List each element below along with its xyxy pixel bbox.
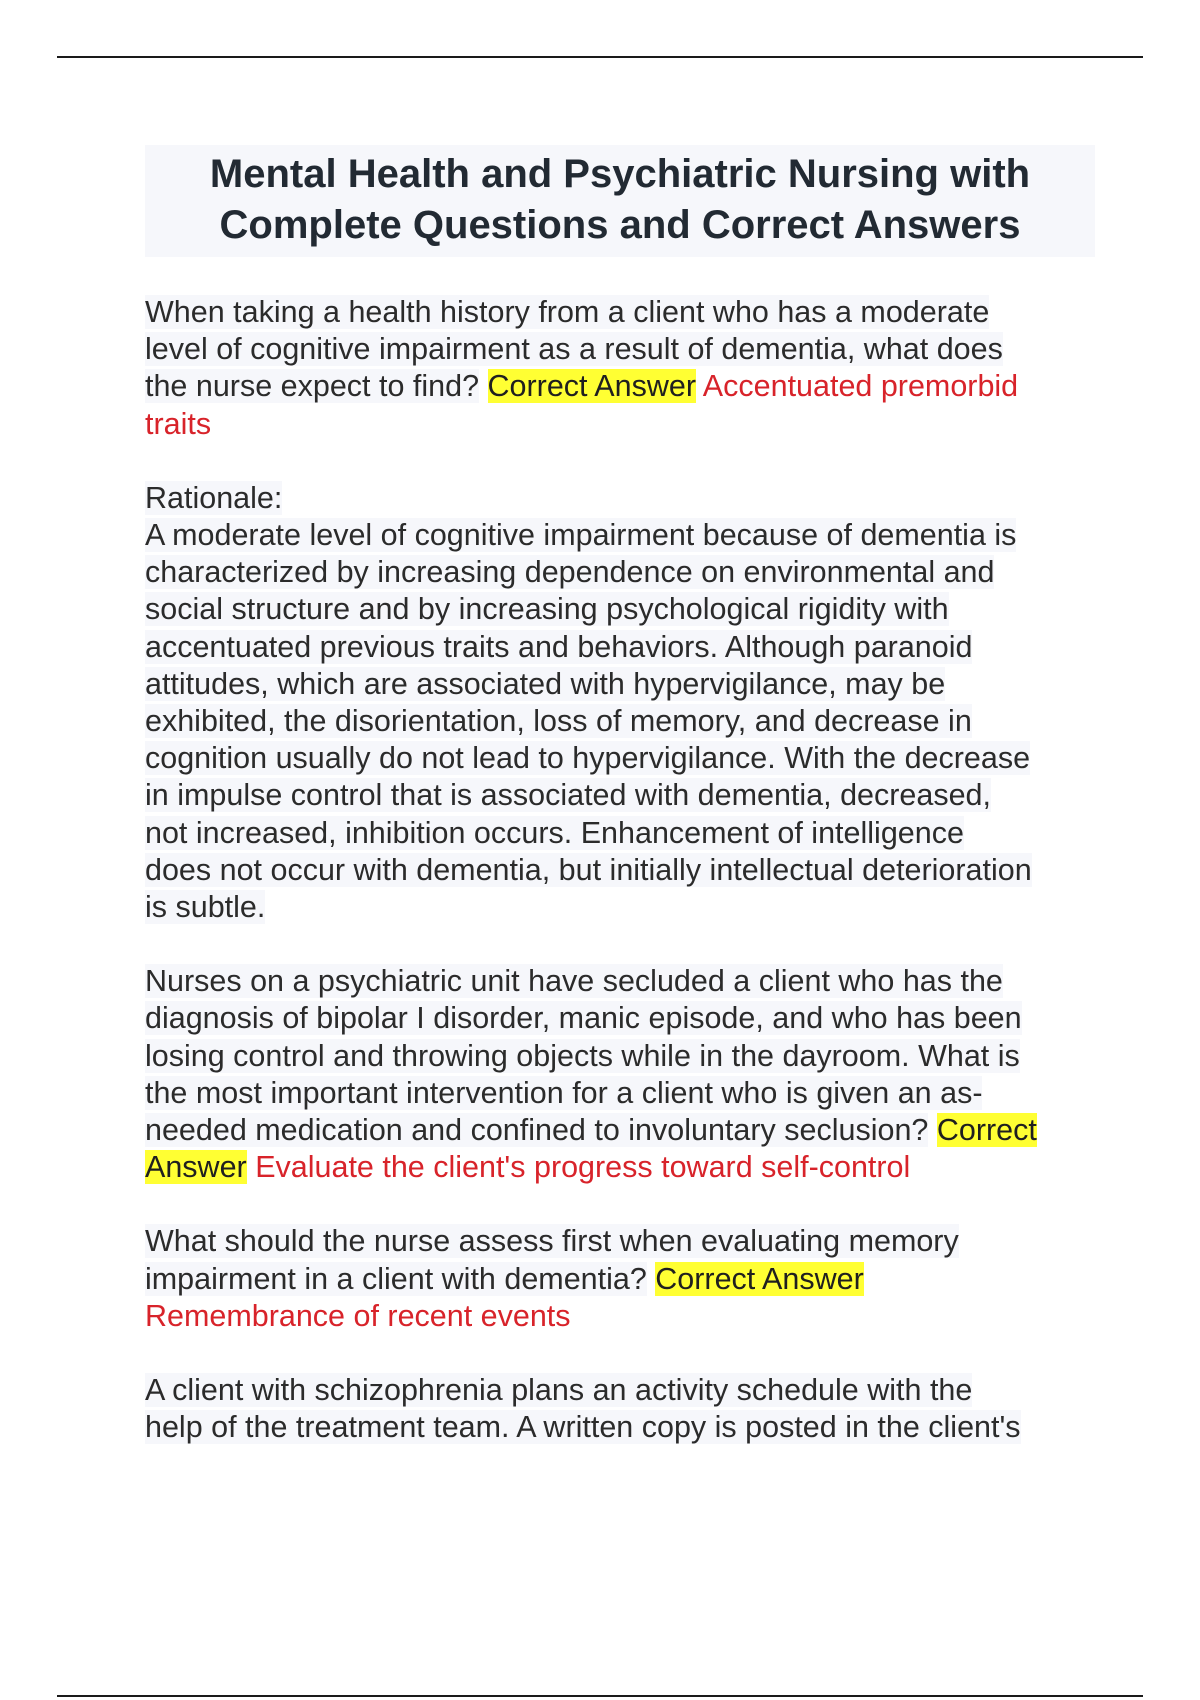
rationale-heading: Rationale: [145, 480, 283, 515]
rationale-line: is subtle. [145, 890, 266, 925]
q2-line-2: diagnosis of bipolar I disorder, manic episode, and who has been [145, 1001, 1022, 1036]
q2-line-1: Nurses on a psychiatric unit have secluded a client who has the [145, 964, 1003, 999]
q3-answer: Remembrance of recent events [145, 1298, 571, 1333]
rationale-line: social structure and by increasing psychological rigidity with [145, 592, 949, 627]
top-rule [57, 56, 1143, 58]
q2-correct-answer-label-part-1: Correct [936, 1113, 1037, 1148]
title-line-2: Complete Questions and Correct Answers [219, 203, 1021, 247]
q1-answer-part-2: traits [145, 406, 212, 441]
rationale-line: accentuated previous traits and behaviors. Although paranoid [145, 629, 973, 664]
rationale-line: A moderate level of cognitive impairment because of dementia is [145, 518, 1017, 553]
q1-line-3: the nurse expect to find? [145, 369, 480, 404]
question-4 [145, 1372, 1095, 1446]
q1-line-2: level of cognitive impairment as a result of dementia, what does [145, 332, 1003, 367]
q2-line-3: losing control and throwing objects while in the dayroom. What is [145, 1038, 1020, 1073]
q3-line-2: impairment in a client with dementia? [145, 1261, 647, 1296]
rationale [145, 480, 1095, 926]
question-2 [145, 963, 1095, 1186]
q2-answer: Evaluate the client's progress toward self-control [255, 1150, 911, 1185]
bottom-rule [57, 1695, 1143, 1697]
rationale-line: characterized by increasing dependence on environmental and [145, 555, 995, 590]
q3-correct-answer-label: Correct Answer [655, 1261, 864, 1296]
rationale-line: in impulse control that is associated with dementia, decreased, [145, 778, 991, 813]
rationale-line: attitudes, which are associated with hypervigilance, may be [145, 666, 946, 701]
document-body [145, 145, 1095, 1446]
rationale-line: cognition usually do not lead to hypervigilance. With the decrease [145, 741, 1031, 776]
q1-answer-part-1: Accentuated premorbid [702, 369, 1019, 404]
title-line-1: Mental Health and Psychiatric Nursing with [209, 152, 1031, 196]
q2-line-5: needed medication and confined to involuntary seclusion? [145, 1113, 929, 1148]
q4-line-2: help of the treatment team. A written copy is posted in the client's [145, 1410, 1021, 1445]
title-box [145, 145, 1095, 257]
q1-line-1: When taking a health history from a client who has a moderate [145, 295, 990, 329]
q1-correct-answer-label: Correct Answer [487, 369, 696, 404]
q3-line-1: What should the nurse assess first when evaluating memory [145, 1224, 959, 1259]
rationale-line: does not occur with dementia, but initially intellectual deterioration [145, 852, 1032, 887]
page-title [155, 149, 1085, 251]
rationale-line: exhibited, the disorientation, loss of memory, and decrease in [145, 704, 972, 739]
q4-line-1: A client with schizophrenia plans an activity schedule with the [145, 1373, 973, 1408]
question-1 [145, 294, 1095, 443]
q2-line-4: the most important intervention for a client who is given an as- [145, 1075, 983, 1110]
q2-correct-answer-label-part-2: Answer [145, 1150, 247, 1185]
question-3 [145, 1223, 1095, 1335]
rationale-line: not increased, inhibition occurs. Enhancement of intelligence [145, 815, 964, 850]
